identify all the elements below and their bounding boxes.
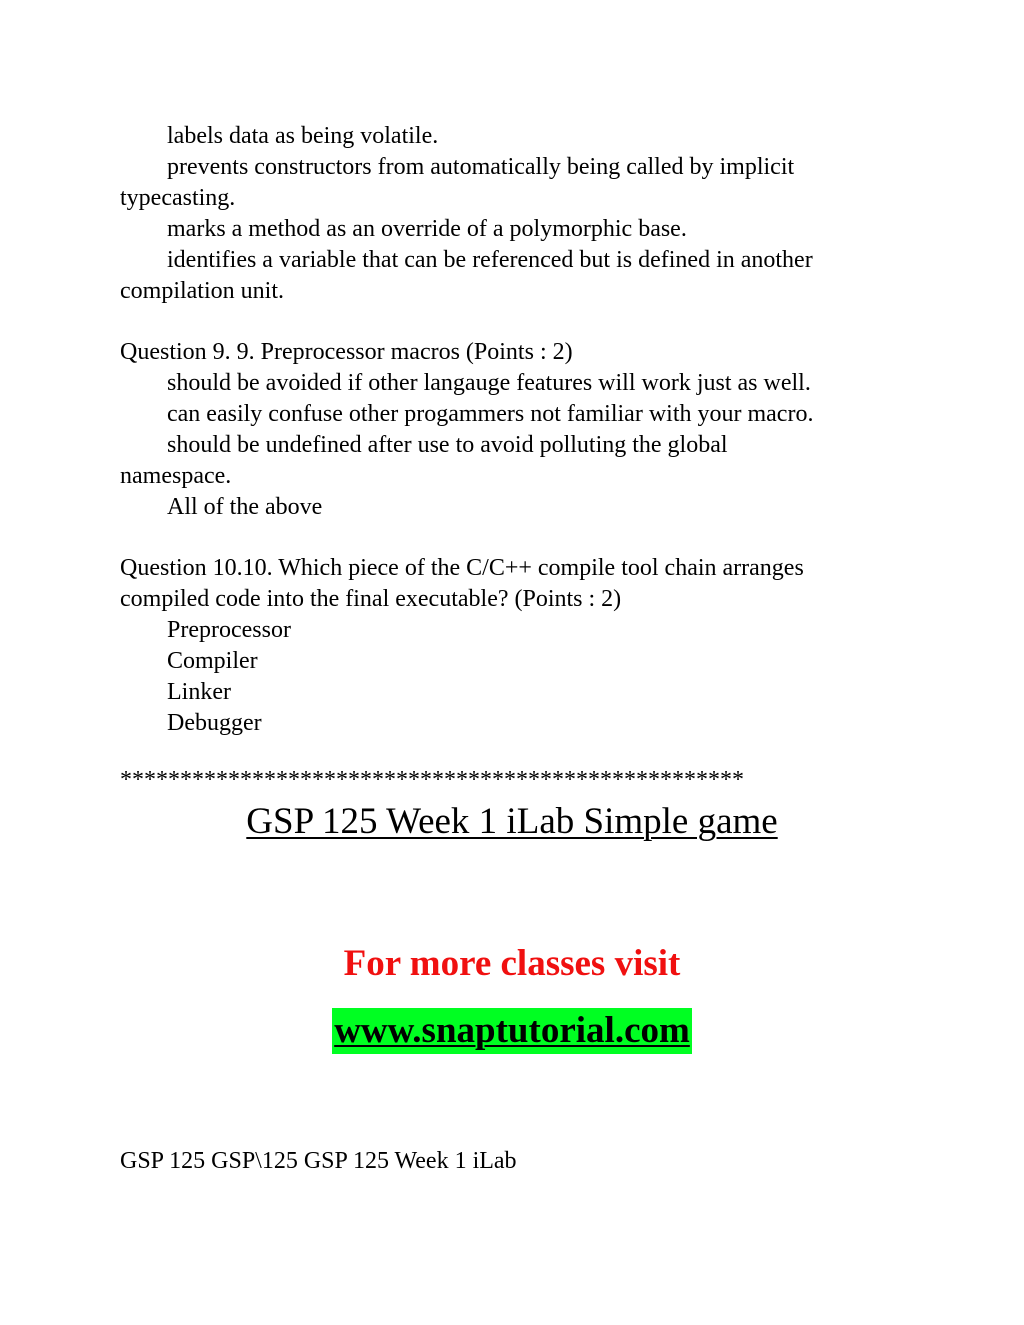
question-10-prompt: Question 10.10. Which piece of the C/C++ compile tool chain arranges bbox=[120, 555, 804, 581]
option-volatile: labels data as being volatile. bbox=[167, 123, 439, 149]
option-explicit: prevents constructors from automatically being called by implicit bbox=[167, 154, 795, 180]
option-extern-continued: compilation unit. bbox=[120, 278, 284, 304]
question-9-option-3: should be undefined after use to avoid polluting the global bbox=[167, 432, 728, 458]
option-override: marks a method as an override of a polymorphic base. bbox=[167, 216, 687, 242]
question-10-option-2: Compiler bbox=[167, 648, 258, 674]
option-explicit-continued: typecasting. bbox=[120, 185, 236, 211]
question-10-prompt-continued: compiled code into the final executable? (Points : 2) bbox=[120, 586, 622, 612]
promo-text: For more classes visit bbox=[343, 943, 681, 984]
course-line: GSP 125 GSP\125 GSP 125 Week 1 iLab bbox=[120, 1148, 517, 1174]
question-9-option-1: should be avoided if other langauge features will work just as well. bbox=[167, 370, 811, 396]
question-10-option-1: Preprocessor bbox=[167, 617, 291, 643]
separator-stars: **************************************************** bbox=[120, 767, 744, 793]
question-10-option-4: Debugger bbox=[167, 710, 262, 736]
promo-link-wrap bbox=[0, 1008, 1024, 1054]
question-9-option-4: All of the above bbox=[167, 494, 323, 520]
question-9-option-2: can easily confuse other progammers not familiar with your macro. bbox=[167, 401, 814, 427]
question-9-prompt: Question 9. 9. Preprocessor macros (Points : 2) bbox=[120, 339, 573, 365]
question-10-option-3: Linker bbox=[167, 679, 231, 705]
section-title bbox=[0, 800, 1024, 844]
section-title-text: GSP 125 Week 1 iLab Simple game bbox=[246, 801, 778, 842]
promo-link[interactable]: www.snaptutorial.com bbox=[332, 1008, 692, 1054]
option-extern: identifies a variable that can be referenced but is defined in another bbox=[167, 247, 813, 273]
question-9-option-3-continued: namespace. bbox=[120, 463, 232, 489]
